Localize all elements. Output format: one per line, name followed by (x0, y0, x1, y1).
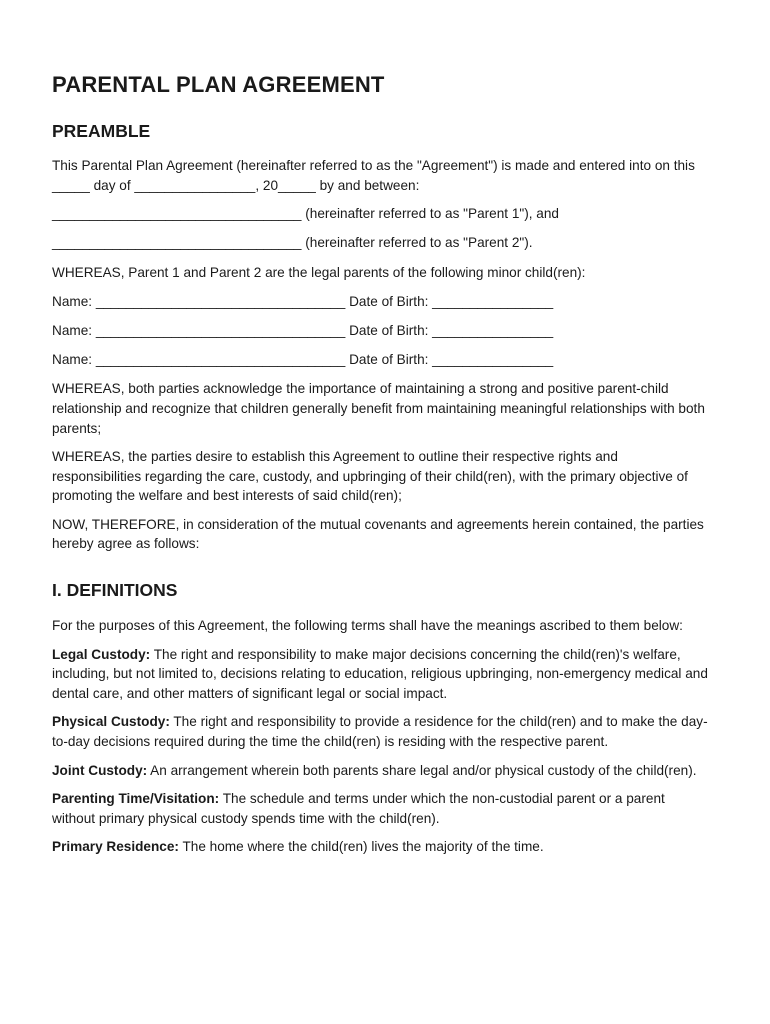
whereas-relationship: WHEREAS, both parties acknowledge the importance of maintaining a strong and positive parent-child relationship and recognize that children generally benefit from maintaining meaningful relationships with both parents; (52, 381, 705, 436)
document-title: PARENTAL PLAN AGREEMENT (52, 72, 385, 97)
preamble-heading: PREAMBLE (52, 121, 151, 141)
definition-item (52, 761, 710, 781)
whereas-establish: WHEREAS, the parties desire to establish this Agreement to outline their respective rights and responsibilities regarding the care, custody, and upbringing of their child(ren), with the primary objective of promoting the welfare and best interests of said child(ren); (52, 449, 688, 504)
definition-text: The right and responsibility to provide a residence for the child(ren) and to make the day-to-day decisions required during the time the child(ren) is residing with the respective parent. (52, 714, 708, 750)
whereas-children: WHEREAS, Parent 1 and Parent 2 are the legal parents of the following minor child(ren): (52, 264, 586, 280)
parent1-line: _________________________________ (hereinafter referred to as "Parent 1"), and (52, 206, 559, 222)
preamble-intro: This Parental Plan Agreement (hereinafter referred to as the "Agreement") is made and entered into on this _____ day of ________________, 20_____ by and between: (52, 158, 695, 193)
definition-text: The schedule and terms under which the non-custodial parent or a parent without primary physical custody spends time with the child(ren). (52, 791, 665, 826)
child-line: Name: _________________________________ Date of Birth: ________________ (52, 293, 554, 309)
definition-item (52, 712, 710, 751)
definition-text: The right and responsibility to make major decisions concerning the child(ren)'s welfare, including, but not limited to, decisions relating to education, religious upbringing, non-emergency medical and dental care, and other matters of significant legal or social impact. (52, 646, 708, 701)
definitions-heading: I. DEFINITIONS (52, 580, 178, 601)
definition-text: The home where the child(ren) lives the majority of the time. (178, 839, 544, 855)
definition-item (52, 789, 710, 828)
parent2-line: _________________________________ (hereinafter referred to as "Parent 2"). (52, 235, 533, 251)
definition-term: Physical Custody: (52, 714, 170, 730)
definitions-intro: For the purposes of this Agreement, the following terms shall have the meanings ascribed to them below: (52, 618, 683, 634)
definition-item (52, 645, 710, 704)
definition-term: Joint Custody: (52, 762, 148, 778)
child-line: Name: _________________________________ Date of Birth: ________________ (52, 352, 554, 368)
definition-item (52, 837, 710, 857)
definition-term: Legal Custody: (52, 646, 151, 662)
definition-term: Primary Residence: (52, 839, 179, 855)
definition-term: Parenting Time/Visitation: (52, 791, 220, 807)
now-therefore: NOW, THEREFORE, in consideration of the mutual covenants and agreements herein contained, the parties hereby agree as follows: (52, 516, 704, 552)
child-line: Name: _________________________________ Date of Birth: ________________ (52, 322, 554, 338)
definition-text: An arrangement wherein both parents share legal and/or physical custody of the child(ren). (147, 762, 697, 778)
